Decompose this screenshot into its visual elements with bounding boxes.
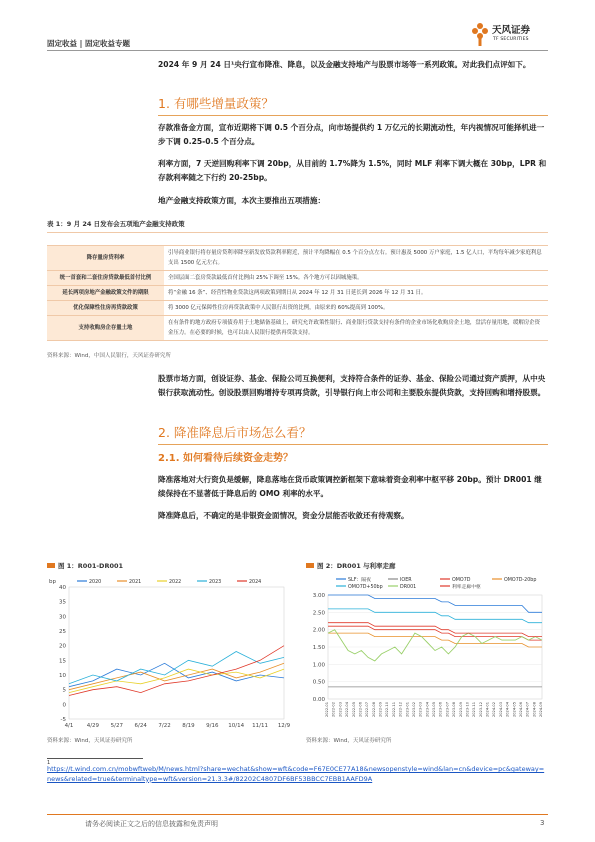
dr001-corridor-chart: [306, 573, 548, 733]
y-tick-label: 2.50: [312, 610, 325, 617]
table-row: [47, 316, 548, 341]
footer-disclaimer: 请务必阅读正文之后的信息披露和免责声明: [85, 820, 218, 828]
x-tick-label: 2023-11: [472, 702, 477, 718]
section-2-1-heading: 2.1. 如何看待后续资金走势？: [158, 453, 293, 464]
table-row: [47, 271, 548, 286]
figure-2-title: 图 2：DR001 与利率走廊: [306, 561, 396, 570]
x-tick-label: 2024-07: [525, 702, 530, 718]
legend-label: OMO7D: [452, 578, 471, 583]
y-tick-label: 1.50: [312, 645, 325, 651]
x-tick-label: 2024-04: [505, 702, 510, 718]
figure-2-source: 资料来源：Wind，天风证券研究所: [306, 738, 392, 744]
table-source: 资料来源：Wind，中国人民银行，天风证券研究所: [47, 353, 171, 359]
brand-logo-icon: [470, 20, 490, 48]
series-line-OMO7D+50bp: [328, 609, 542, 623]
paragraph-rrr: 存款准备金方面，宣布近期将下调 0.5 个百分点，向市场提供约 1 万亿元的长期流动性，年内视情况可能择机进一步下调 0.25-0.5 个百分点。: [158, 123, 545, 146]
policy-value: 将“金融 16 条”、经营性物业贷款这两项政策到期日从 2024 年 12 月 31 日延长到 2026 年 12 月 31 日。: [164, 286, 548, 301]
paragraph-property: 地产金融支持政策方面，本次主要推出五项措施：: [158, 196, 326, 205]
y-tick-label: 0: [62, 702, 66, 709]
x-tick-label: 2022-12: [398, 702, 403, 718]
x-tick-label: 4/29: [86, 723, 100, 729]
policy-value: 全国层面二套房贷款最低首付比例由 25%下调至 15%。各个地方可以因城施策。: [164, 271, 548, 286]
x-tick-label: 8/19: [182, 723, 195, 729]
y-tick-label: 25: [59, 629, 66, 635]
x-tick-label: 2023-06: [438, 702, 443, 718]
x-tick-label: 2023-01: [405, 702, 410, 718]
y-tick-label: 2.00: [312, 627, 325, 634]
legend-label: OMO7D-20bp: [504, 578, 537, 583]
series-line-DR001: [328, 630, 542, 661]
y-tick-label: 0.00: [312, 697, 325, 703]
x-tick-label: 9/16: [206, 723, 219, 729]
legend-label: 2021: [129, 580, 142, 585]
paragraph-nonbank: 降准降息后，不确定的是非银资金面情况，资金分层能否收敛还有待观察。: [158, 511, 409, 520]
x-tick-label: 10/14: [228, 723, 245, 729]
legend-label: DR001: [400, 585, 417, 590]
footnote-divider: [47, 758, 143, 759]
x-tick-label: 2023-02: [411, 702, 416, 718]
legend-label: 2024: [249, 580, 262, 585]
x-tick-label: 2023-09: [458, 702, 463, 718]
x-tick-label: 12/9: [277, 723, 290, 729]
plot-frame: [69, 587, 284, 719]
footnote-number: 1: [47, 760, 51, 766]
x-tick-label: 2023-10: [465, 702, 470, 718]
x-tick-label: 2022-08: [371, 702, 376, 718]
y-tick-label: 15: [59, 658, 66, 665]
header-divider: [47, 50, 548, 51]
x-tick-label: 2023-12: [478, 702, 483, 718]
paragraph-funding: 降准落地对大行资负是缓解，降息落地在货币政策调控新框架下意味着资金利率中枢平移 20bp。预计 DR001 继续保持在不显著低于降息后的 OMO 利率的水平。: [158, 475, 542, 498]
y-tick-label: 35: [59, 599, 66, 606]
policy-key: 降存量房贷利率: [47, 246, 164, 271]
policy-key: 延长两项房地产金融政策文件的期限: [47, 286, 164, 301]
x-tick-label: 2022-04: [345, 702, 350, 718]
legend-label: 2022: [169, 580, 182, 585]
legend-label: 利率走廊中枢: [452, 585, 481, 590]
y-tick-label: 3.00: [312, 593, 325, 599]
brand-name-en: TF SECURITIES: [493, 37, 529, 42]
x-tick-label: 2022-01: [325, 702, 329, 718]
table-row: [47, 286, 548, 301]
legend-label: IOER: [400, 578, 412, 583]
policy-key: 支持收购房企存量土地: [47, 316, 164, 341]
y-tick-label: 40: [59, 585, 66, 591]
x-tick-label: 2022-07: [365, 702, 370, 718]
x-tick-label: 2023-08: [452, 702, 457, 718]
y-tick-label: 1.00: [312, 662, 325, 669]
y-axis-label: bp: [49, 579, 56, 585]
x-tick-label: 5/27: [110, 723, 123, 729]
table-row: [47, 301, 548, 316]
table-row: [47, 246, 548, 271]
x-tick-label: 2022-10: [385, 702, 390, 718]
y-tick-label: 0.50: [312, 679, 325, 686]
x-tick-label: 11/11: [252, 723, 269, 729]
legend-label: 2023: [209, 580, 222, 585]
x-tick-label: 7/22: [158, 723, 171, 729]
legend-label: OMO7D+50bp: [348, 585, 383, 590]
section-2-heading: 2. 降准降息后市场怎么看？: [158, 425, 312, 440]
policy-key: 优化保障性住房再贷款政策: [47, 301, 164, 316]
policy-value: 在有条件的地方政府专项债券用于土地储备基础上，研究允许政策性银行、商业银行贷款支持有条件的企业市场化收购房企土地，盘活存量用地，缓解房企资金压力。在必要的时候，也可以由人民银行提供再贷款支持。: [164, 316, 548, 341]
paragraph-rates: 利率方面，7 天逆回购利率下调 20bp，从目前的 1.7%降为 1.5%，同时 MLF 利率下调大概在 30bp，LPR 和存款利率随之下行约 20-25bp。: [158, 159, 547, 182]
y-tick-label: 10: [59, 673, 66, 679]
x-tick-label: 2023-07: [445, 702, 450, 718]
series-line-2023: [69, 652, 284, 684]
paragraph-stock-market: 股票市场方面，创设证券、基金、保险公司互换便利，支持符合条件的证券、基金、保险公司通过资产质押，从中央银行获取流动性。创设股票回购增持专项再贷款，引导银行向上市公司和主要股东提供贷款，支持回购和增持股票。: [158, 374, 546, 397]
policy-value: 引导商业银行将存量房贷利率降至新发放贷款利率附近，预计平均降幅在 0.5 个百分点左右。预计惠及 5000 万户家庭，1.5 亿人口，平均每年减少家庭利息支出 1500 亿元左右。: [164, 246, 548, 271]
footer-divider: [47, 814, 548, 815]
page-number: 3: [540, 819, 545, 827]
intro-paragraph: 2024 年 9 月 24 日¹央行宣布降准、降息，以及金融支持地产与股票市场等一系列政策。对此我们点评如下。: [158, 60, 531, 69]
x-tick-label: 2023-05: [432, 702, 436, 718]
x-tick-label: 2022-09: [378, 702, 383, 718]
x-tick-label: 2024-09: [539, 702, 543, 718]
y-tick-label: 30: [59, 614, 66, 621]
x-tick-label: 2024-05: [512, 702, 517, 718]
y-tick-label: -5: [60, 717, 66, 723]
section-1-heading: 1. 有哪些增量政策？: [158, 96, 274, 111]
series-line-2020: [69, 663, 284, 686]
section-2-divider: [158, 444, 548, 445]
x-tick-label: 2024-08: [532, 702, 537, 718]
x-tick-label: 2024-06: [518, 702, 523, 718]
series-line-2022: [69, 669, 284, 693]
y-tick-label: 20: [59, 643, 66, 650]
policy-key: 统一首套和二套住房贷款最低首付比例: [47, 271, 164, 286]
x-tick-label: 2022-06: [358, 702, 363, 718]
x-tick-label: 2024-03: [498, 702, 503, 718]
x-tick-label: 2023-03: [418, 702, 423, 718]
brand-name: 天风证券: [492, 25, 531, 36]
report-header-section: 固定收益 | 固定收益专题: [47, 39, 130, 48]
figure-1-title: 图 1：R001-DR001: [47, 561, 123, 570]
x-tick-label: 2022-05: [351, 702, 356, 718]
x-tick-label: 6/24: [134, 723, 147, 729]
policy-table: [47, 232, 548, 341]
table-header-row: [47, 233, 548, 246]
series-line-SLF：隔夜: [328, 595, 542, 612]
legend-label: 2020: [89, 580, 102, 585]
x-tick-label: 2022-02: [331, 702, 336, 718]
table-title: 表 1：9 月 24 日发布会五项地产金融支持政策: [47, 220, 185, 228]
x-tick-label: 2023-04: [425, 702, 430, 718]
x-tick-label: 2022-03: [338, 702, 343, 718]
x-tick-label: 2024-01: [485, 702, 490, 718]
legend-label: SLF：隔夜: [348, 578, 371, 583]
y-tick-label: 5: [62, 687, 66, 694]
x-tick-label: 2024-02: [492, 702, 497, 718]
figure-1-source: 资料来源：Wind，天风证券研究所: [47, 738, 133, 744]
r001-dr001-chart: [47, 573, 290, 733]
section-1-divider: [158, 115, 548, 116]
x-tick-label: 2022-11: [391, 702, 396, 718]
x-tick-label: 4/1: [64, 723, 74, 729]
footnote-link[interactable]: https://t.wind.com.cn/mobwftweb/M/news.html?share=wechat&show=wft&code=F67E0CE77A18&newsopenstyle=wind&lan=cn&device=pc&gateway=news&related=true&terminaltype=wft&version=21.3.3#/82202C4807DF6BF53BBCC7EBB1AAFD9A: [47, 765, 545, 783]
policy-value: 将 3000 亿元保障性住房再贷款政策中人民银行出资的比例，由原来的 60%提高到 100%。: [164, 301, 548, 316]
